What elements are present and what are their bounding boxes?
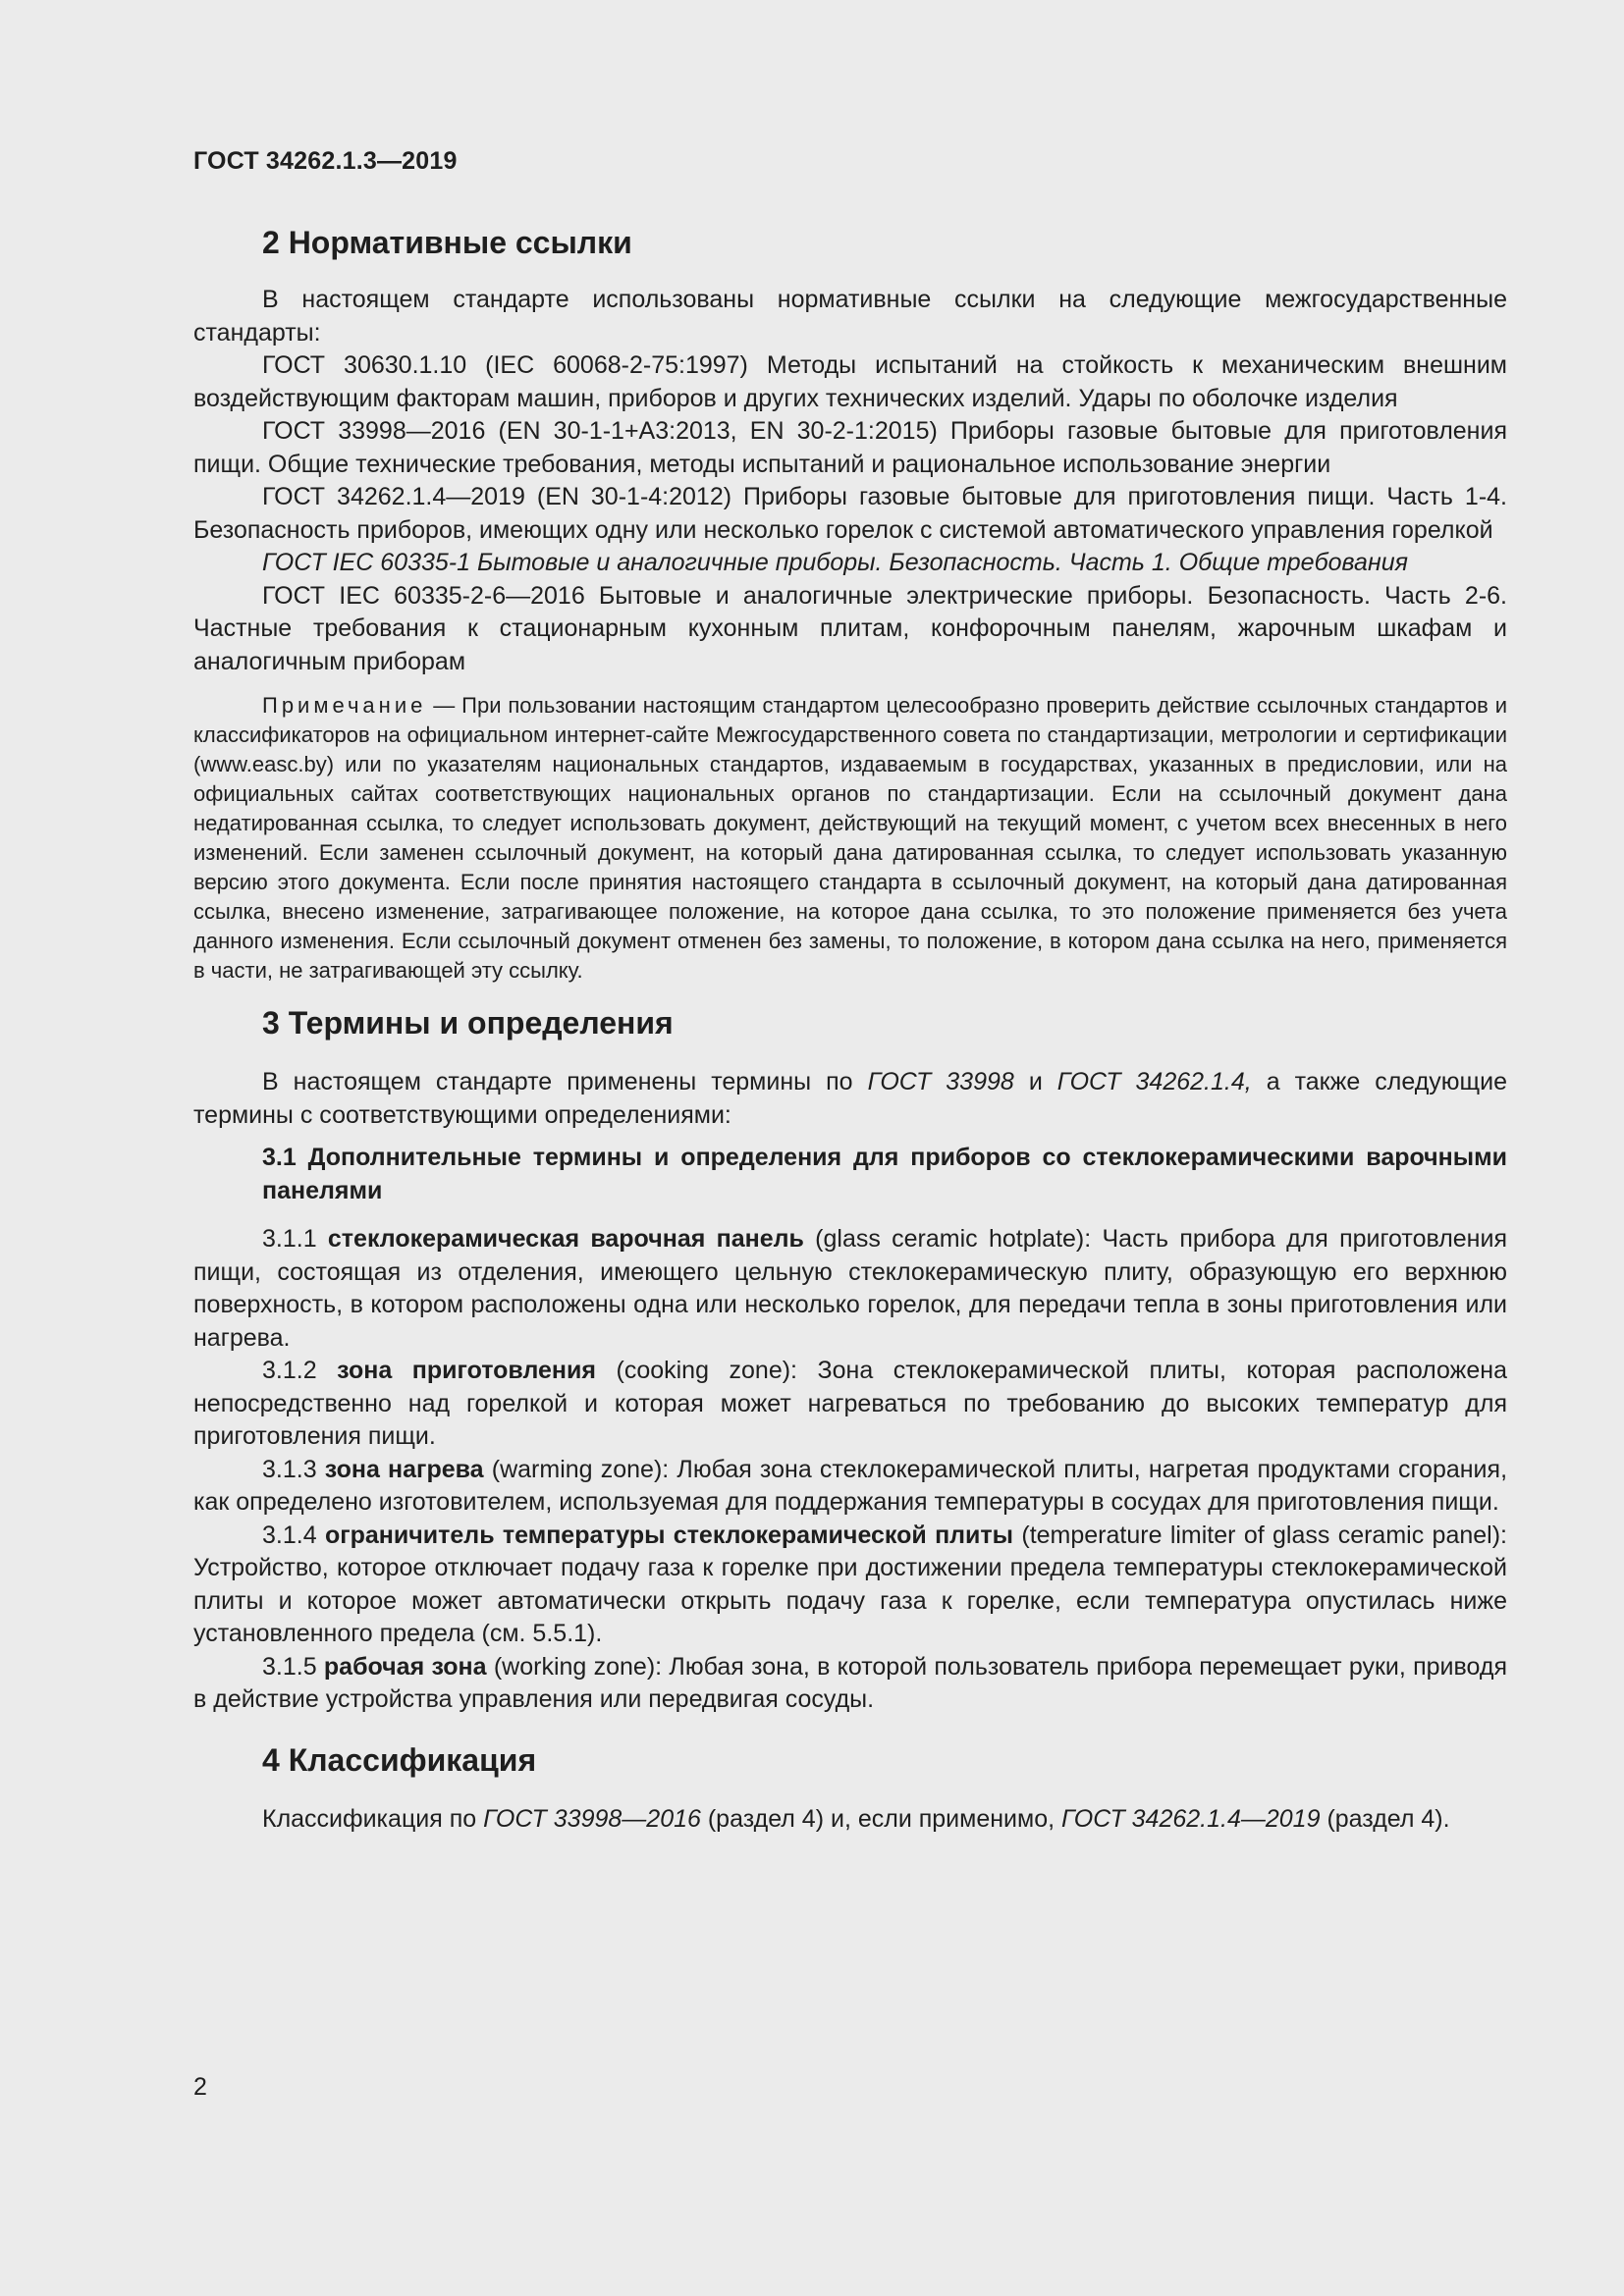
section-2-note [193,691,1507,986]
section-3-heading: 3 Термины и определения [262,1005,674,1041]
term-name: зона приготовления [337,1357,596,1384]
term-definition: 3.1.2 зона приготовления (cooking zone): Зона стеклокерамической плиты, которая расположена непосредственно над горелкой и которая может нагреваться по требованию до высоких температур для приготовления пищи. [193,1357,1508,1450]
subsection-3-1-heading: 3.1 Дополнительные термины и определения для приборов со стеклокерамическими варочными панелями [262,1144,1507,1204]
section-2-heading: 2 Нормативные ссылки [262,225,632,260]
page-number: 2 [193,2073,207,2101]
section-3-intro: В настоящем стандарте применены термины по ГОСТ 33998 и ГОСТ 34262.1.4, а также следующие термины с соответствующими определениями: [193,1068,1507,1129]
reference-link: ГОСТ 33998 [867,1068,1014,1095]
page-content [193,221,1507,1836]
term-name: рабочая зона [323,1652,487,1681]
reference-item: ГОСТ 33998—2016 (EN 30-1-1+A3:2013, EN 30-2-1:2015) Приборы газовые бытовые для приготовления пищи. Общие технические требования, методы испытаний и рациональное использование энергии [193,417,1507,478]
term-name: стеклокерамическая варочная панель [327,1225,804,1253]
reference-link: ГОСТ 34262.1.4—2019 [1061,1804,1321,1833]
reference-item: ГОСТ 34262.1.4—2019 (EN 30-1-4:2012) Приборы газовые бытовые для приготовления пищи. Часть 1-4. Безопасность приборов, имеющих одну или несколько горелок с системой автоматического управления горелкой [193,483,1507,544]
reference-item: ГОСТ 30630.1.10 (IEC 60068-2-75:1997) Методы испытаний на стойкость к механическим внешним воздействующим факторам машин, приборов и других технических изделий. Удары по оболочке изделия [193,351,1507,412]
section-4-heading: 4 Классификация [262,1741,537,1778]
note-label: Примечание [262,693,427,718]
reference-item: ГОСТ IEC 60335-1 Бытовые и аналогичные приборы. Безопасность. Часть 1. Общие требования [262,549,1408,576]
term-name: зона нагрева [324,1455,484,1483]
term-definition: 3.1.1 стеклокерамическая варочная панель (glass ceramic hotplate): Часть прибора для приготовления пищи, состоящая из отделения, имеющего цельную стеклокерамическую плиту, образующую его верхнюю поверхность, в котором расположены одна или несколько горелок, для передачи тепла в зоны приготовления или нагрева. [193,1225,1507,1352]
term-definition: 3.1.4 ограничитель температуры стеклокерамической плиты (temperature limiter of glass ceramic panel): Устройство, которое отключает подачу газа к горелке при достижении предела температуры стеклокерамической плиты и которое может автоматически открыть подачу газа к горелке, если температура опустилась ниже установленного предела (см. 5.5.1). [193,1521,1507,1647]
section-2-intro: В настоящем стандарте использованы нормативные ссылки на следующие межгосударственные стандарты: [193,286,1507,347]
section-4-text: Классификация по ГОСТ 33998—2016 (раздел 4) и, если применимо, ГОСТ 34262.1.4—2019 (раздел 4). [262,1804,1450,1833]
note-text: — При пользовании настоящим стандартом целесообразно проверить действие ссылочных стандартов и классификаторов на официальном интернет-сайте Межгосударственного совета по стандартизации, метрологии и сертификации (www.easc.by) или по указателям национальных стандартов, издаваемым в государствах, указанных в предисловии, или на официальных сайтах соответствующих национальных органов по стандартизации. Если на ссылочный документ дана недатированная ссылка, то следует использовать документ, действующий на текущий момент, с учетом всех внесенных в него изменений. Если заменен ссылочный документ, на который дана датированная ссылка, то следует использовать указанную версию этого документа. Если после принятия настоящего стандарта в ссылочный документ, на который дана датированная ссылка, внесено изменение, затрагивающее положение, на которое дана ссылка, то это положение применяется без учета данного изменения. Если ссылочный документ отменен без замены, то положение, в котором дана ссылка на него, применяется в части, не затрагивающей эту ссылку. [193,693,1507,983]
reference-link: ГОСТ 33998—2016 [483,1804,701,1833]
reference-item: ГОСТ IEC 60335-2-6—2016 Бытовые и аналогичные электрические приборы. Безопасность. Часть 2-6. Частные требования к стационарным кухонным плитам, конфорочным панелям, жарочным шкафам и аналогичным приборам [193,581,1507,675]
term-definition: 3.1.3 зона нагрева (warming zone): Любая зона стеклокерамической плиты, нагретая продуктами сгорания, как определено изготовителем, используемая для поддержания температуры в сосудах для приготовления пищи. [193,1455,1508,1516]
document-id-header: ГОСТ 34262.1.3—2019 [193,147,458,175]
reference-link: ГОСТ 34262.1.4, [1056,1068,1252,1095]
term-definition: 3.1.5 рабочая зона (working zone): Любая зона, в которой пользователь прибора перемещает руки, приводя в действие устройства управления или передвигая сосуды. [193,1652,1507,1713]
term-name: ограничитель температуры стеклокерамической плиты [324,1521,1014,1549]
